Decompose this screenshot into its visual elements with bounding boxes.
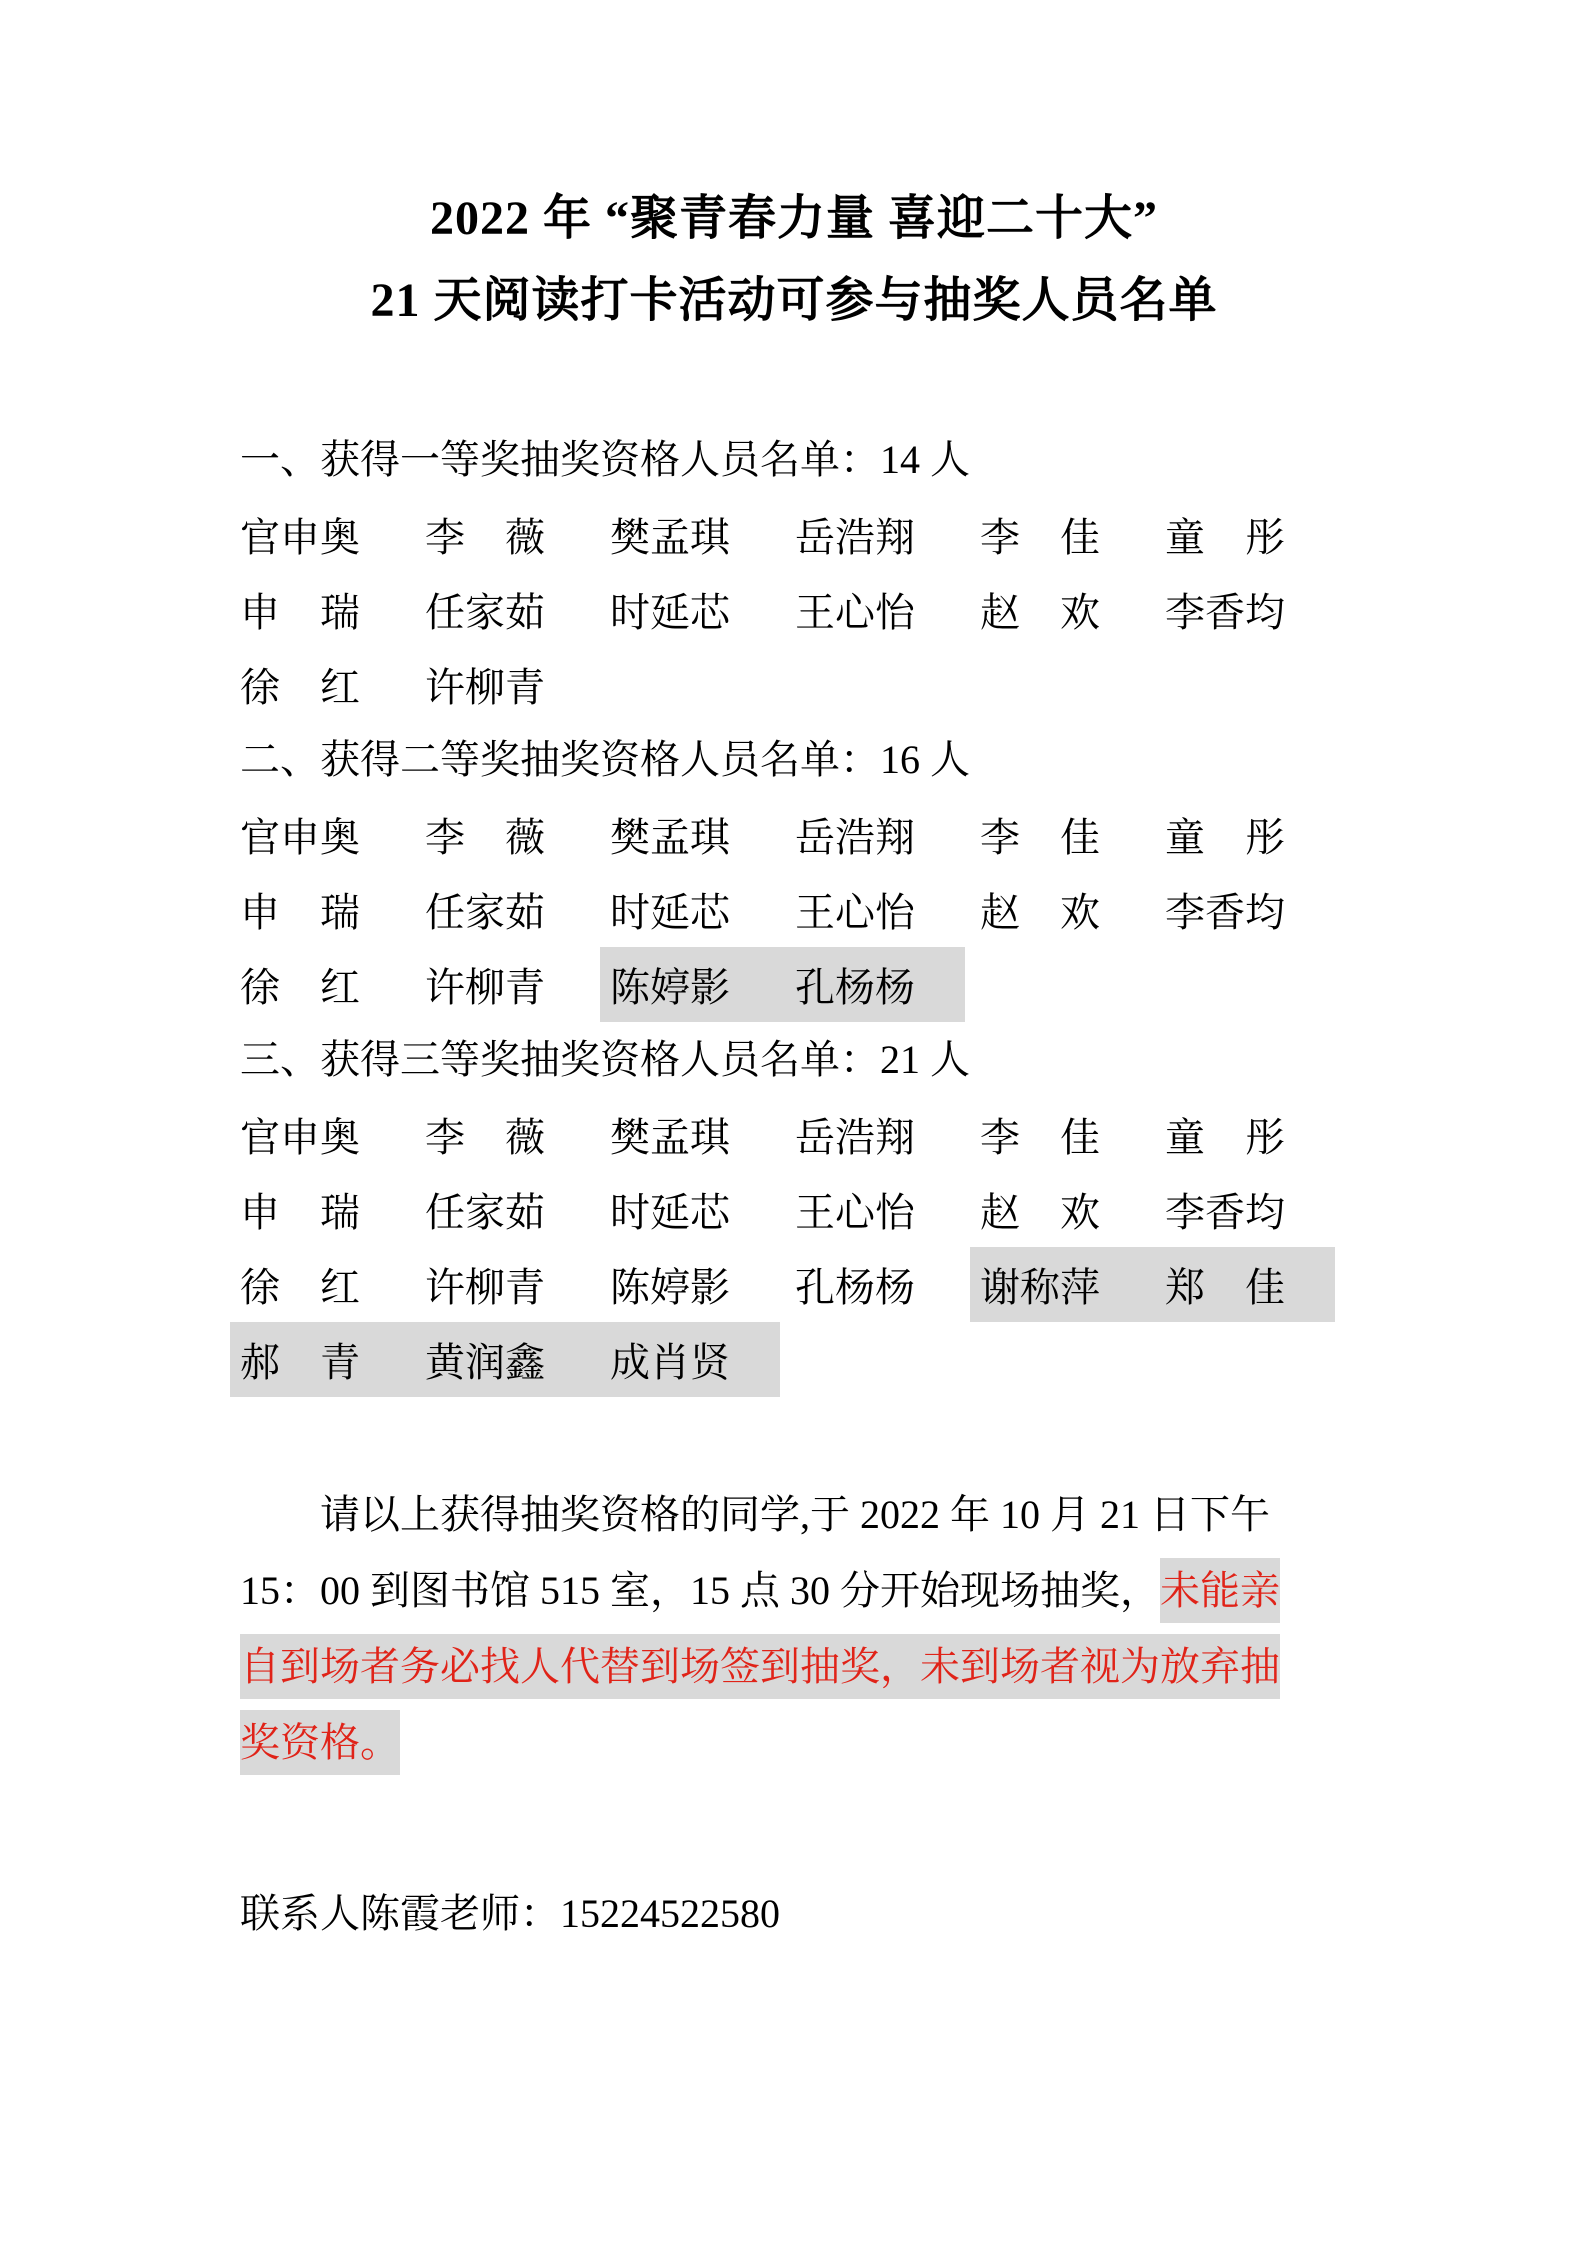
- person-name: 樊孟琪: [610, 515, 730, 560]
- person-name: 王心怡: [795, 590, 915, 635]
- notice-highlighted-text: 自到场者务必找人代替到场签到抽奖，未到场者视为放弃抽: [240, 1634, 1280, 1699]
- notice-highlighted-text: 奖资格。: [240, 1710, 400, 1775]
- person-name: 童 彤: [1165, 515, 1285, 560]
- section-heading-3: 三、获得三等奖抽奖资格人员名单：21 人: [240, 1037, 970, 1082]
- person-name: 申 瑞: [240, 1190, 360, 1235]
- person-name: 陈婷影: [610, 1265, 730, 1310]
- person-name: 郝 青: [240, 1340, 360, 1385]
- person-name: 官申奥: [240, 515, 360, 560]
- person-name: 任家茹: [425, 590, 545, 635]
- name-row: [240, 497, 1348, 572]
- person-name: 任家茹: [425, 1190, 545, 1235]
- person-name: 孔杨杨: [795, 1265, 915, 1310]
- person-name: 王心怡: [795, 1190, 915, 1235]
- highlighted-names: [970, 1247, 1335, 1322]
- person-name: 李 佳: [980, 815, 1100, 860]
- document-title-line2: 21 天阅读打卡活动可参与抽奖人员名单: [370, 274, 1218, 327]
- person-name: 李 佳: [980, 515, 1100, 560]
- person-name: 童 彤: [1165, 1115, 1285, 1160]
- person-name: 官申奥: [240, 1115, 360, 1160]
- person-name: 王心怡: [795, 890, 915, 935]
- person-name: 赵 欢: [980, 1190, 1100, 1235]
- document-title: [240, 178, 1348, 342]
- document-title-line1: 2022 年 “聚青春力量 喜迎二十大”: [429, 192, 1158, 245]
- name-row: [240, 572, 1348, 647]
- person-name: 赵 欢: [980, 890, 1100, 935]
- person-name: 孔杨杨: [795, 965, 915, 1010]
- document-content: [240, 0, 1348, 1951]
- notice-highlighted-text: 未能亲: [1160, 1558, 1280, 1623]
- person-name: 李香均: [1165, 890, 1285, 935]
- notice-paragraph: [240, 1477, 1348, 1781]
- person-name: 李香均: [1165, 1190, 1285, 1235]
- section-heading-1: 一、获得一等奖抽奖资格人员名单：14 人: [240, 437, 970, 482]
- name-row: [240, 797, 1348, 872]
- name-row: [240, 1097, 1348, 1172]
- person-name: 谢称萍: [980, 1265, 1100, 1310]
- name-list: [240, 422, 1348, 1397]
- name-row: [240, 1322, 1348, 1397]
- person-name: 赵 欢: [980, 590, 1100, 635]
- notice-text: 15：00 到图书馆 515 室，15 点 30 分开始现场抽奖，: [240, 1568, 1160, 1613]
- person-name: 徐 红: [240, 965, 360, 1010]
- person-name: 时延芯: [610, 590, 730, 635]
- person-name: 官申奥: [240, 815, 360, 860]
- name-row: [240, 1172, 1348, 1247]
- person-name: 成肖贤: [610, 1340, 730, 1385]
- person-name: 申 瑞: [240, 890, 360, 935]
- person-name: 岳浩翔: [795, 515, 915, 560]
- person-name: 岳浩翔: [795, 1115, 915, 1160]
- highlighted-names: [230, 1322, 780, 1397]
- person-name: 李 薇: [425, 515, 545, 560]
- name-row: [240, 1247, 1348, 1322]
- highlighted-names: [600, 947, 965, 1022]
- contact-line: 联系人陈霞老师：15224522580: [240, 1891, 780, 1936]
- section-heading-2: 二、获得二等奖抽奖资格人员名单：16 人: [240, 737, 970, 782]
- person-name: 徐 红: [240, 665, 360, 710]
- notice-line: [240, 1705, 1348, 1781]
- person-name: 黄润鑫: [425, 1340, 545, 1385]
- notice-line: [240, 1477, 1348, 1553]
- person-name: 许柳青: [425, 1265, 545, 1310]
- person-name: 樊孟琪: [610, 1115, 730, 1160]
- person-name: 李 佳: [980, 1115, 1100, 1160]
- notice-line: [240, 1629, 1348, 1705]
- person-name: 李 薇: [425, 815, 545, 860]
- person-name: 樊孟琪: [610, 815, 730, 860]
- person-name: 郑 佳: [1165, 1265, 1285, 1310]
- notice-line: [240, 1553, 1348, 1629]
- person-name: 任家茹: [425, 890, 545, 935]
- name-row: [240, 947, 1348, 1022]
- person-name: 李 薇: [425, 1115, 545, 1160]
- person-name: 时延芯: [610, 890, 730, 935]
- person-name: 许柳青: [425, 665, 545, 710]
- person-name: 时延芯: [610, 1190, 730, 1235]
- person-name: 童 彤: [1165, 815, 1285, 860]
- person-name: 申 瑞: [240, 590, 360, 635]
- name-row: [240, 647, 1348, 722]
- name-row: [240, 872, 1348, 947]
- person-name: 许柳青: [425, 965, 545, 1010]
- person-name: 李香均: [1165, 590, 1285, 635]
- person-name: 岳浩翔: [795, 815, 915, 860]
- person-name: 徐 红: [240, 1265, 360, 1310]
- notice-text: 请以上获得抽奖资格的同学,于 2022 年 10 月 21 日下午: [240, 1492, 1270, 1537]
- person-name: 陈婷影: [610, 965, 730, 1010]
